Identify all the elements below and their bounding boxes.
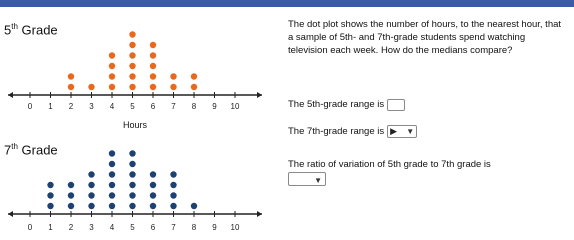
plot5-axis-arrow-left [8, 92, 13, 98]
plot7-dot [109, 182, 115, 188]
chevron-down-icon: ▼ [314, 176, 322, 185]
plot7-dot [150, 182, 156, 188]
plot5-axis-arrow-right [257, 92, 262, 98]
plot5-dot [170, 84, 176, 90]
plot5-dot [129, 84, 135, 90]
plot5-dot [68, 84, 74, 90]
plot7-dot [68, 192, 74, 198]
plot5-dot [68, 73, 74, 79]
plot5-dot [129, 52, 135, 58]
plot5-dot [191, 84, 197, 90]
ratio-answer-dropdown[interactable] [288, 172, 326, 186]
plot7-dot [129, 182, 135, 188]
dot-plot-5th-grade [0, 8, 270, 136]
plot7-dot [109, 192, 115, 198]
plot7-dot [129, 171, 135, 177]
plot5-dot [109, 63, 115, 69]
plot5-tick-label: 10 [230, 102, 240, 111]
question-text: The dot plot shows the number of hours, to the nearest hour, that a sample of 5th- and 7th-grade students spend watching television each week. How do the medians compare? [288, 19, 562, 56]
plot5-tick-label: 4 [109, 102, 115, 111]
plot5-dot [129, 73, 135, 79]
dot-plot-5th-svg [0, 8, 270, 136]
plot7-dot [68, 182, 74, 188]
plot7-tick-label: 0 [27, 223, 33, 232]
plot7-tick-label: 5 [130, 223, 135, 232]
plot7-dot [129, 150, 135, 156]
plot5-tick-label: 6 [150, 102, 156, 111]
plot-title-5th-text: Grade [17, 22, 58, 38]
plot7-dot [150, 171, 156, 177]
range-7th-label: The 7th-grade range is [288, 126, 385, 137]
range-5th-row [288, 98, 405, 111]
plot5-dot [150, 42, 156, 48]
plot5-dot [129, 42, 135, 48]
plot7-dot [47, 182, 53, 188]
dot-plot-7th-grade [0, 136, 270, 240]
range-5th-label: The 5th-grade range is [288, 99, 385, 110]
plot5-dot [150, 52, 156, 58]
plot7-dot [68, 203, 74, 209]
ratio-row [288, 158, 491, 171]
plot5-tick-label: 7 [171, 102, 176, 111]
plot5-tick-label: 5 [130, 102, 135, 111]
plot7-tick-label: 4 [109, 223, 115, 232]
plot7-dot [88, 203, 94, 209]
plot7-dot [109, 150, 115, 156]
plot5-tick-label: 3 [89, 102, 94, 111]
plot5-dot [129, 63, 135, 69]
plot-title-5th-sup: th [11, 22, 18, 31]
plot7-tick-label: 9 [212, 223, 217, 232]
plot7-tick-label: 10 [230, 223, 240, 232]
plot7-tick-label: 2 [68, 223, 74, 232]
plot7-dot [109, 171, 115, 177]
plot7-dot [129, 203, 135, 209]
plot7-dot [191, 203, 197, 209]
axis-label-hours: Hours [122, 120, 147, 130]
plot5-tick-label: 2 [68, 102, 74, 111]
plot5-dot [109, 84, 115, 90]
range-5th-answer-box[interactable] [387, 99, 405, 111]
plot7-dot [150, 192, 156, 198]
plot5-dot [150, 63, 156, 69]
plot7-dot [88, 182, 94, 188]
cursor-icon: ▶ [390, 126, 398, 136]
plot7-dot [88, 192, 94, 198]
plot7-dot [129, 192, 135, 198]
plot7-tick-label: 8 [191, 223, 197, 232]
plot7-dot [47, 203, 53, 209]
plot-title-5th-number: 5 [4, 22, 12, 38]
plot-title-7th-sup: th [11, 142, 18, 151]
plot7-dot [170, 203, 176, 209]
plot-title-7th-number: 7 [4, 142, 12, 158]
plot7-tick-label: 1 [48, 223, 53, 232]
plot7-dot [47, 192, 53, 198]
plot7-tick-label: 3 [89, 223, 94, 232]
plot7-axis-arrow-right [257, 211, 262, 217]
plot7-tick-label: 7 [171, 223, 176, 232]
chevron-down-icon: ▼ [406, 127, 415, 136]
plot5-dot [150, 84, 156, 90]
plot5-dot [129, 31, 135, 37]
plot7-tick-label: 6 [150, 223, 156, 232]
plot7-dot [109, 161, 115, 167]
plot5-tick-label: 0 [27, 102, 33, 111]
plot7-dot [170, 192, 176, 198]
plot7-dot [150, 203, 156, 209]
plot7-dot [109, 203, 115, 209]
plot5-dot [109, 73, 115, 79]
plot5-tick-label: 8 [191, 102, 197, 111]
range-7th-row [288, 125, 417, 138]
plot5-tick-label: 1 [48, 102, 53, 111]
plot7-axis-arrow-left [8, 211, 13, 217]
plot7-dot [170, 171, 176, 177]
plot7-dot [129, 161, 135, 167]
dot-plot-7th-svg [0, 136, 270, 240]
plot5-dot [109, 52, 115, 58]
top-bar [0, 0, 574, 7]
plot5-dot [150, 73, 156, 79]
range-7th-dropdown[interactable] [387, 125, 417, 138]
ratio-label: The ratio of variation of 5th grade to 7th grade is [288, 159, 491, 170]
plot-title-7th-text: Grade [17, 142, 58, 158]
plot5-dot [170, 73, 176, 79]
plot7-dot [88, 171, 94, 177]
plot5-dot [88, 84, 94, 90]
plot5-dot [191, 73, 197, 79]
plot7-dot [170, 182, 176, 188]
plot5-tick-label: 9 [212, 102, 217, 111]
